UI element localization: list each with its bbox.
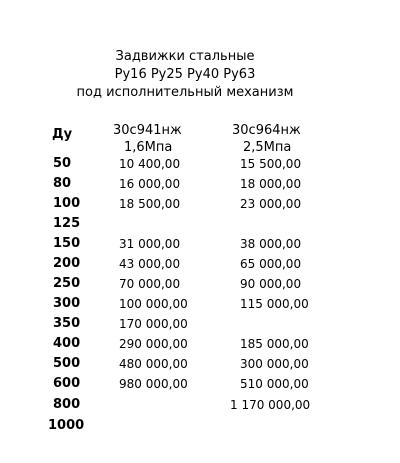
dy-cell: 200 — [53, 256, 81, 271]
price-col1-cell: 43 000,00 — [119, 257, 181, 271]
col1-model-header: 30с941нж — [113, 123, 182, 138]
col1-pressure-header: 1,6Мпа — [124, 140, 173, 155]
table-row — [0, 354, 400, 374]
table-row — [0, 314, 400, 334]
price-col1-cell: 170 000,00 — [119, 317, 188, 331]
price-col1-cell: 31 000,00 — [119, 237, 181, 251]
table-row — [0, 194, 400, 214]
dy-cell: 300 — [53, 296, 81, 311]
price-col2-cell: 65 000,00 — [240, 257, 302, 271]
price-col1-cell: 480 000,00 — [119, 357, 188, 371]
price-col1-cell: 100 000,00 — [119, 297, 188, 311]
dy-cell: 100 — [53, 196, 81, 211]
dy-cell: 400 — [53, 336, 81, 351]
table-row — [0, 334, 400, 354]
col2-model-header: 30с964нж — [232, 123, 301, 138]
table-row — [0, 374, 400, 394]
price-col2-cell: 90 000,00 — [240, 277, 302, 291]
dy-cell: 600 — [53, 376, 81, 391]
price-col2-cell: 1 170 000,00 — [230, 398, 311, 412]
table-row — [0, 395, 400, 415]
price-col1-cell: 290 000,00 — [119, 337, 188, 351]
price-col1-cell: 10 400,00 — [119, 157, 181, 171]
dy-cell: 150 — [53, 236, 81, 251]
price-col2-cell: 510 000,00 — [240, 377, 309, 391]
document-subtitle-mechanism: под исполнительный механизм — [76, 85, 294, 100]
table-row — [0, 416, 400, 436]
dy-cell: 50 — [53, 156, 72, 171]
price-col1-cell: 18 500,00 — [119, 197, 181, 211]
price-col2-cell: 18 000,00 — [240, 177, 302, 191]
price-col1-cell: 16 000,00 — [119, 177, 181, 191]
price-col2-cell: 38 000,00 — [240, 237, 302, 251]
dy-cell: 350 — [53, 316, 81, 331]
table-row — [0, 234, 400, 254]
dy-cell: 250 — [53, 276, 81, 291]
price-col1-cell: 980 000,00 — [119, 377, 188, 391]
dy-cell: 80 — [53, 176, 72, 191]
dy-cell: 1000 — [48, 418, 85, 433]
price-col2-cell: 115 000,00 — [240, 297, 309, 311]
price-col1-cell: 70 000,00 — [119, 277, 181, 291]
dy-cell: 125 — [53, 216, 81, 231]
price-col2-cell: 300 000,00 — [240, 357, 309, 371]
price-col2-cell: 15 500,00 — [240, 157, 302, 171]
dy-column-header: Ду — [52, 127, 73, 142]
document-title: Задвижки стальные — [115, 49, 255, 64]
col2-pressure-header: 2,5Мпа — [243, 140, 292, 155]
document-subtitle-pressure: Ру16 Ру25 Ру40 Ру63 — [114, 67, 256, 82]
table-row — [0, 294, 400, 314]
price-col2-cell: 23 000,00 — [240, 197, 302, 211]
table-row — [0, 274, 400, 294]
price-col2-cell: 185 000,00 — [240, 337, 309, 351]
table-row — [0, 154, 400, 174]
table-row — [0, 174, 400, 194]
dy-cell: 800 — [53, 397, 81, 412]
table-row — [0, 254, 400, 274]
table-row — [0, 214, 400, 234]
dy-cell: 500 — [53, 356, 81, 371]
